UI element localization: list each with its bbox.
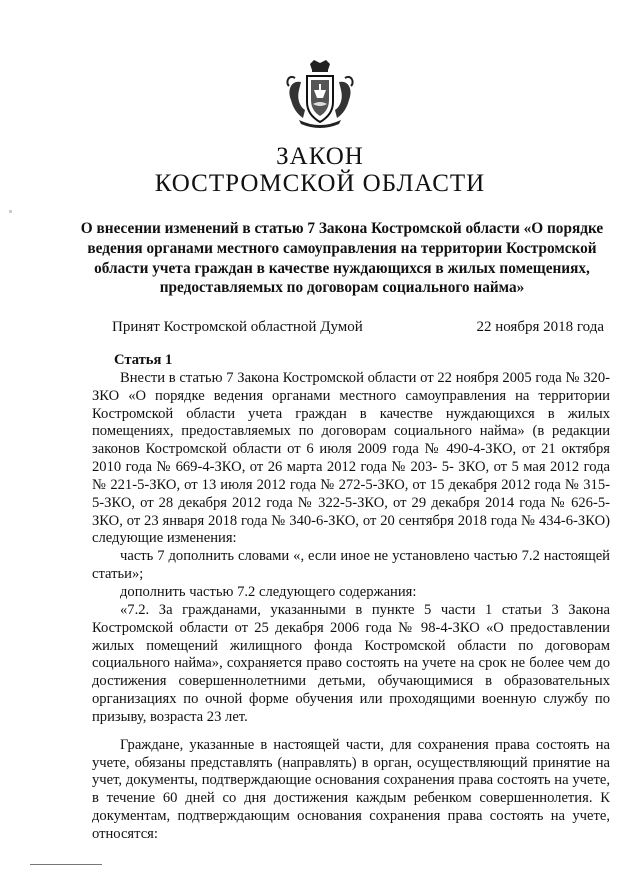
body-paragraph: Граждане, указанные в настоящей части, для сохранения права состоять на учете, обязаны представлять (направлять) в орган, осуществляющий принятие на учет, документы, подтверждающие основания сохранения права состоять на учете, в течение 60 дней со дня достижения каждым ребенком совершеннолетия. К документам, подтверждающим основания сохранения права состоять на учете, относятся: [92,736,610,842]
article-heading: Статья 1 [114,352,173,368]
body-paragraph: Внести в статью 7 Закона Костромской области от 22 ноября 2005 года № 320-ЗКО «О порядке ведения органами местного самоуправления на территории Костромской области учета граждан в качестве нуждающихся в жилых помещениях, предоставляемых по договорам социального найма» (в редакции законов Костромской области от 6 июля 2009 года № 490-4-ЗКО, от 21 октября 2010 года № 669-4-ЗКО, от 26 марта 2012 года № 203- 5- ЗКО, от 5 мая 2012 года № 221-5-ЗКО, от 13 июля 2012 года № 272-5-ЗКО, от 15 декабря 2012 года № 315-5-ЗКО, от 28 декабря 2012 года № 322-5-ЗКО, от 29 декабря 2014 года № 626-5-ЗКО, от 23 января 2018 года № 340-6-ЗКО, от 20 сентября 2018 года № 434-6-ЗКО) следующие изменения: [92,369,610,547]
adoption-line [112,319,604,336]
document-title-line1: ЗАКОН [276,143,364,170]
kostroma-coat-of-arms-icon [283,60,357,128]
scan-speck [9,210,12,213]
body-paragraph: дополнить частью 7.2 следующего содержания: [120,583,417,600]
footer-rule [30,864,102,865]
body-paragraph: часть 7 дополнить словами «, если иное не установлено частью 7.2 настоящей статьи»; [92,548,610,583]
law-subject-heading: О внесении изменений в статью 7 Закона Костромской области «О порядке ведения органами местного самоуправления на территории Костромской области учета граждан в качестве нуждающихся в жилых помещениях, предоставляемых по договорам социального найма» [80,220,604,297]
adopted-by-text: Принят Костромской областной Думой [112,319,363,335]
law-body [92,352,610,844]
body-paragraph: «7.2. За гражданами, указанными в пункте 5 части 1 статьи 3 Закона Костромской области от 25 декабря 2006 года № 98-4-ЗКО «О предоставлении жилых помещений жилищного фонда Костромской области по договорам социального найма», сохраняется право состоять на учете на срок не более чем до достижения совершеннолетними детьми, обучающимися в образовательных организациях по очной форме обучения или проходящими военную службу по призыву, возраста 23 лет. [92,601,610,725]
adoption-date: 22 ноября 2018 года [476,319,604,335]
document-title-line2: КОСТРОМСКОЙ ОБЛАСТИ [154,170,486,197]
